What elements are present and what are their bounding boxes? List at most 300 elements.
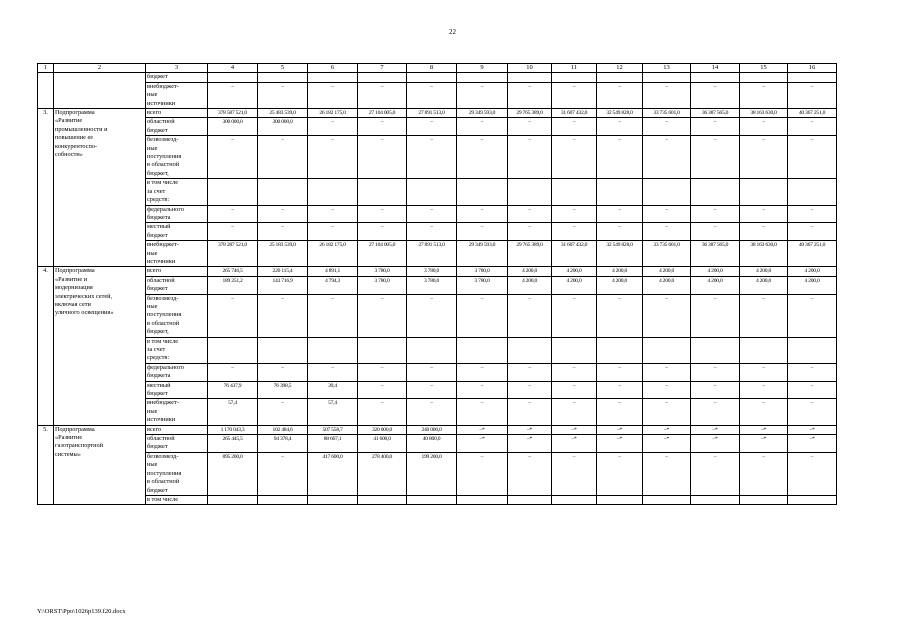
funding-source: федерального бюджета <box>146 363 208 381</box>
table-row <box>38 337 837 363</box>
amount-cell: – <box>740 381 788 399</box>
amount-cell: 3 780,0 <box>457 267 508 276</box>
amount-cell: – <box>552 363 597 381</box>
amount-cell <box>643 179 691 205</box>
amount-cell <box>552 73 597 82</box>
amount-cell: – <box>552 82 597 108</box>
amount-cell: –* <box>740 425 788 434</box>
amount-cell: 3 780,0 <box>407 267 457 276</box>
table-row <box>38 136 837 179</box>
column-header: 13 <box>643 64 691 73</box>
amount-cell: – <box>597 399 643 425</box>
column-header: 10 <box>508 64 552 73</box>
amount-cell: – <box>407 381 457 399</box>
amount-cell: – <box>691 399 740 425</box>
funding-source: бюджет <box>146 73 208 82</box>
amount-cell: – <box>552 118 597 136</box>
amount-cell <box>208 337 258 363</box>
amount-cell: 31 607 432,0 <box>552 109 597 118</box>
amount-cell: – <box>308 294 358 337</box>
amount-cell: – <box>740 136 788 179</box>
amount-cell: 40 800,0 <box>407 435 457 453</box>
amount-cell <box>258 337 308 363</box>
amount-cell: 3 780,0 <box>358 276 407 294</box>
funding-source: безвозмезд- ные поступления в областной бюджет <box>146 452 208 495</box>
amount-cell: – <box>552 381 597 399</box>
program-name: Подпрограмма «Развитие промышленности и повышение ее конкурентоспо- собности» <box>54 109 146 267</box>
amount-cell <box>788 73 837 82</box>
amount-cell <box>740 179 788 205</box>
amount-cell: – <box>457 294 508 337</box>
amount-cell: – <box>258 205 308 223</box>
amount-cell <box>691 179 740 205</box>
amount-cell: – <box>358 223 407 241</box>
funding-source: всего <box>146 425 208 434</box>
amount-cell: 25 183 539,0 <box>258 241 308 267</box>
funding-source: местный бюджет <box>146 381 208 399</box>
amount-cell: 4 891,1 <box>308 267 358 276</box>
amount-cell: 40 367 251,0 <box>788 109 837 118</box>
amount-cell: 57,4 <box>208 399 258 425</box>
column-header: 11 <box>552 64 597 73</box>
table-row <box>38 495 837 504</box>
amount-cell <box>457 179 508 205</box>
table-row <box>38 452 837 495</box>
amount-cell: 4 200,0 <box>740 267 788 276</box>
amount-cell: – <box>691 452 740 495</box>
amount-cell <box>308 337 358 363</box>
amount-cell: – <box>508 452 552 495</box>
amount-cell: 36 387 565,0 <box>691 241 740 267</box>
amount-cell: – <box>407 136 457 179</box>
amount-cell: 32 549 828,0 <box>597 109 643 118</box>
amount-cell: – <box>358 399 407 425</box>
amount-cell: – <box>643 118 691 136</box>
amount-cell <box>788 495 837 504</box>
amount-cell: – <box>552 294 597 337</box>
amount-cell: 4 200,0 <box>740 276 788 294</box>
amount-cell: 76 398,5 <box>258 381 308 399</box>
amount-cell: 27 104 005,0 <box>358 109 407 118</box>
amount-cell: – <box>457 223 508 241</box>
amount-cell: – <box>407 223 457 241</box>
amount-cell: – <box>208 205 258 223</box>
amount-cell: – <box>691 82 740 108</box>
amount-cell: – <box>740 399 788 425</box>
amount-cell: 265 746,5 <box>208 267 258 276</box>
amount-cell: – <box>457 399 508 425</box>
amount-cell <box>643 337 691 363</box>
column-header: 12 <box>597 64 643 73</box>
amount-cell: – <box>643 82 691 108</box>
amount-cell: – <box>358 82 407 108</box>
amount-cell: – <box>788 381 837 399</box>
amount-cell <box>407 179 457 205</box>
table-row <box>38 179 837 205</box>
amount-cell <box>358 337 407 363</box>
amount-cell: – <box>643 452 691 495</box>
funding-source: внебюджет- ные источники <box>146 241 208 267</box>
amount-cell: 26 182 175,0 <box>308 109 358 118</box>
amount-cell: – <box>407 399 457 425</box>
amount-cell: 41 600,0 <box>358 435 407 453</box>
amount-cell: – <box>258 82 308 108</box>
amount-cell: –* <box>691 425 740 434</box>
amount-cell: – <box>552 136 597 179</box>
amount-cell: 417 600,0 <box>308 452 358 495</box>
amount-cell <box>407 337 457 363</box>
table-row <box>38 109 837 118</box>
amount-cell: 26 182 175,0 <box>308 241 358 267</box>
amount-cell <box>643 73 691 82</box>
amount-cell: 4 200,0 <box>643 267 691 276</box>
amount-cell: – <box>691 136 740 179</box>
amount-cell: – <box>258 136 308 179</box>
amount-cell: – <box>358 205 407 223</box>
amount-cell: –* <box>643 425 691 434</box>
table-row <box>38 435 837 453</box>
amount-cell: – <box>691 363 740 381</box>
table-row <box>38 118 837 136</box>
table-row <box>38 223 837 241</box>
program-number: 4. <box>38 267 54 425</box>
amount-cell: 300 000,0 <box>258 118 308 136</box>
amount-cell: 39,4 <box>308 381 358 399</box>
footer-file-path: Y:\ORST\Ppo\1026p139.f20.docx <box>37 608 126 615</box>
amount-cell <box>643 495 691 504</box>
funding-source: в том числе за счет средств: <box>146 337 208 363</box>
column-header: 5 <box>258 64 308 73</box>
amount-cell: – <box>788 363 837 381</box>
amount-cell: 507 558,7 <box>308 425 358 434</box>
amount-cell: 4 200,0 <box>597 276 643 294</box>
amount-cell: – <box>643 381 691 399</box>
amount-cell <box>407 73 457 82</box>
amount-cell: – <box>643 294 691 337</box>
amount-cell: –* <box>457 425 508 434</box>
amount-cell <box>258 73 308 82</box>
amount-cell: –* <box>552 425 597 434</box>
amount-cell <box>258 179 308 205</box>
amount-cell <box>508 495 552 504</box>
funding-source: в том числе за счет средств: <box>146 179 208 205</box>
amount-cell: – <box>643 363 691 381</box>
amount-cell: – <box>457 452 508 495</box>
amount-cell: – <box>308 363 358 381</box>
amount-cell <box>358 73 407 82</box>
amount-cell <box>552 337 597 363</box>
column-header: 16 <box>788 64 837 73</box>
amount-cell: – <box>508 118 552 136</box>
amount-cell <box>407 495 457 504</box>
amount-cell <box>597 73 643 82</box>
amount-cell: – <box>208 223 258 241</box>
program-name <box>54 73 146 109</box>
amount-cell: – <box>308 118 358 136</box>
amount-cell <box>597 495 643 504</box>
amount-cell: – <box>508 363 552 381</box>
amount-cell: – <box>788 82 837 108</box>
amount-cell: – <box>457 82 508 108</box>
amount-cell: – <box>358 381 407 399</box>
amount-cell: –* <box>788 435 837 453</box>
amount-cell: – <box>740 118 788 136</box>
amount-cell: – <box>407 82 457 108</box>
amount-cell: 94 378,4 <box>258 435 308 453</box>
table-row <box>38 425 837 434</box>
amount-cell: – <box>407 363 457 381</box>
amount-cell: – <box>740 294 788 337</box>
column-header: 1 <box>38 64 54 73</box>
amount-cell: 36 387 565,0 <box>691 109 740 118</box>
amount-cell: 32 549 828,0 <box>597 241 643 267</box>
table-body <box>38 64 837 505</box>
amount-cell: 895 200,0 <box>208 452 258 495</box>
amount-cell: – <box>691 381 740 399</box>
amount-cell: – <box>258 223 308 241</box>
amount-cell: 29 349 593,0 <box>457 241 508 267</box>
amount-cell: 320 000,0 <box>358 425 407 434</box>
amount-cell: 29 765 389,0 <box>508 109 552 118</box>
amount-cell: 1 170 043,3 <box>208 425 258 434</box>
amount-cell: – <box>552 205 597 223</box>
amount-cell: 3 780,0 <box>457 276 508 294</box>
table-row <box>38 241 837 267</box>
amount-cell: – <box>788 223 837 241</box>
amount-cell: – <box>508 294 552 337</box>
amount-cell: – <box>597 381 643 399</box>
amount-cell: – <box>597 363 643 381</box>
amount-cell: – <box>788 205 837 223</box>
amount-cell <box>597 179 643 205</box>
table-row <box>38 399 837 425</box>
program-number <box>38 73 54 109</box>
amount-cell: 33 735 601,0 <box>643 109 691 118</box>
amount-cell: 4 200,0 <box>788 276 837 294</box>
column-header: 15 <box>740 64 788 73</box>
amount-cell: 4 200,0 <box>788 267 837 276</box>
amount-cell <box>552 179 597 205</box>
amount-cell: 4 200,0 <box>552 267 597 276</box>
amount-cell <box>457 73 508 82</box>
amount-cell: – <box>457 118 508 136</box>
amount-cell: – <box>457 381 508 399</box>
amount-cell: 33 735 601,0 <box>643 241 691 267</box>
column-header: 2 <box>54 64 146 73</box>
amount-cell: – <box>552 452 597 495</box>
amount-cell: 189 251,2 <box>208 276 258 294</box>
amount-cell: –* <box>508 425 552 434</box>
amount-cell: – <box>643 205 691 223</box>
table-row <box>38 381 837 399</box>
funding-source: областной бюджет <box>146 435 208 453</box>
amount-cell: –* <box>508 435 552 453</box>
amount-cell: 38 163 630,0 <box>740 241 788 267</box>
table-row <box>38 276 837 294</box>
amount-cell: –* <box>740 435 788 453</box>
amount-cell: – <box>691 205 740 223</box>
amount-cell <box>208 179 258 205</box>
amount-cell: – <box>740 363 788 381</box>
header-row <box>38 64 837 73</box>
amount-cell: – <box>457 363 508 381</box>
amount-cell: –* <box>788 425 837 434</box>
amount-cell: – <box>508 223 552 241</box>
amount-cell: – <box>508 136 552 179</box>
amount-cell <box>691 337 740 363</box>
amount-cell: – <box>308 136 358 179</box>
amount-cell: – <box>691 294 740 337</box>
amount-cell: 3 780,0 <box>407 276 457 294</box>
page-number: 22 <box>449 28 456 36</box>
amount-cell: 4 200,0 <box>552 276 597 294</box>
amount-cell <box>508 179 552 205</box>
amount-cell: – <box>552 399 597 425</box>
amount-cell: 4 200,0 <box>643 276 691 294</box>
amount-cell: – <box>208 136 258 179</box>
amount-cell: – <box>358 118 407 136</box>
amount-cell: – <box>358 363 407 381</box>
amount-cell <box>552 495 597 504</box>
amount-cell: – <box>208 82 258 108</box>
amount-cell: 27 891 513,0 <box>407 241 457 267</box>
amount-cell: – <box>308 223 358 241</box>
funding-source: всего <box>146 267 208 276</box>
funding-source: всего <box>146 109 208 118</box>
column-header: 9 <box>457 64 508 73</box>
funding-source: областной бюджет <box>146 118 208 136</box>
amount-cell: – <box>788 136 837 179</box>
amount-cell: – <box>691 223 740 241</box>
amount-cell: – <box>691 118 740 136</box>
amount-cell: 378 587 521,0 <box>208 109 258 118</box>
column-header: 4 <box>208 64 258 73</box>
amount-cell: – <box>358 136 407 179</box>
amount-cell: –* <box>552 435 597 453</box>
table-row <box>38 267 837 276</box>
amount-cell: 25 483 539,0 <box>258 109 308 118</box>
amount-cell <box>740 337 788 363</box>
amount-cell: 57,4 <box>308 399 358 425</box>
budget-table <box>37 63 837 505</box>
amount-cell: – <box>643 399 691 425</box>
amount-cell: 240 000,0 <box>407 425 457 434</box>
amount-cell: – <box>258 399 308 425</box>
amount-cell <box>457 337 508 363</box>
amount-cell: – <box>597 294 643 337</box>
amount-cell: – <box>457 205 508 223</box>
amount-cell: – <box>407 205 457 223</box>
table-row <box>38 294 837 337</box>
amount-cell <box>308 73 358 82</box>
amount-cell: 199 200,0 <box>407 452 457 495</box>
amount-cell: – <box>258 294 308 337</box>
funding-source: внебюджет- ные источники <box>146 399 208 425</box>
amount-cell: – <box>643 136 691 179</box>
amount-cell: 4 794,3 <box>308 276 358 294</box>
amount-cell: – <box>508 399 552 425</box>
amount-cell: 378 287 521,0 <box>208 241 258 267</box>
amount-cell: –* <box>691 435 740 453</box>
amount-cell: 38 163 630,0 <box>740 109 788 118</box>
amount-cell: 4 200,0 <box>508 276 552 294</box>
amount-cell: – <box>788 294 837 337</box>
amount-cell: –* <box>597 425 643 434</box>
amount-cell: – <box>740 223 788 241</box>
funding-source: безвозмезд- ные поступления в областной бюджет, <box>146 294 208 337</box>
amount-cell: – <box>740 82 788 108</box>
amount-cell: – <box>508 82 552 108</box>
table-row <box>38 205 837 223</box>
column-header: 8 <box>407 64 457 73</box>
amount-cell: – <box>597 118 643 136</box>
amount-cell <box>308 495 358 504</box>
amount-cell: – <box>208 363 258 381</box>
program-name: Подпрограмма «Развитие и модернизация электрических сетей, включая сети уличного освещения» <box>54 267 146 425</box>
funding-source: безвозмезд- ные поступления в областной бюджет, <box>146 136 208 179</box>
amount-cell: 3 780,0 <box>358 267 407 276</box>
amount-cell <box>308 179 358 205</box>
column-header: 7 <box>358 64 407 73</box>
amount-cell: – <box>358 294 407 337</box>
table-row <box>38 363 837 381</box>
amount-cell: 278 400,0 <box>358 452 407 495</box>
amount-cell <box>358 495 407 504</box>
amount-cell <box>740 73 788 82</box>
amount-cell: – <box>308 205 358 223</box>
program-name: Подпрограмма «Развитие газотранспортной системы» <box>54 425 146 505</box>
amount-cell: 4 200,0 <box>597 267 643 276</box>
funding-source: федерального бюджета <box>146 205 208 223</box>
amount-cell: 300 000,0 <box>208 118 258 136</box>
amount-cell: – <box>788 118 837 136</box>
amount-cell <box>208 495 258 504</box>
amount-cell: – <box>597 223 643 241</box>
amount-cell: 4 200,0 <box>508 267 552 276</box>
amount-cell <box>740 495 788 504</box>
amount-cell: 4 200,0 <box>691 276 740 294</box>
amount-cell: –* <box>457 435 508 453</box>
amount-cell: – <box>597 82 643 108</box>
amount-cell: – <box>457 136 508 179</box>
amount-cell: 29 765 389,0 <box>508 241 552 267</box>
amount-cell: 40 367 251,0 <box>788 241 837 267</box>
amount-cell <box>788 179 837 205</box>
amount-cell: – <box>740 205 788 223</box>
amount-cell: 4 200,0 <box>691 267 740 276</box>
amount-cell <box>508 73 552 82</box>
program-number: 5. <box>38 425 54 505</box>
amount-cell: – <box>508 381 552 399</box>
amount-cell: – <box>597 452 643 495</box>
amount-cell: – <box>407 118 457 136</box>
amount-cell: –* <box>597 435 643 453</box>
program-number: 3. <box>38 109 54 267</box>
amount-cell <box>358 179 407 205</box>
amount-cell: 265 445,5 <box>208 435 258 453</box>
column-header: 6 <box>308 64 358 73</box>
amount-cell: – <box>740 452 788 495</box>
amount-cell: – <box>258 452 308 495</box>
funding-source: в том числе <box>146 495 208 504</box>
amount-cell: 31 607 432,0 <box>552 241 597 267</box>
amount-cell: 29 349 593,0 <box>457 109 508 118</box>
amount-cell: –* <box>643 435 691 453</box>
amount-cell: – <box>788 399 837 425</box>
amount-cell <box>788 337 837 363</box>
amount-cell <box>691 73 740 82</box>
amount-cell: 88 667,1 <box>308 435 358 453</box>
